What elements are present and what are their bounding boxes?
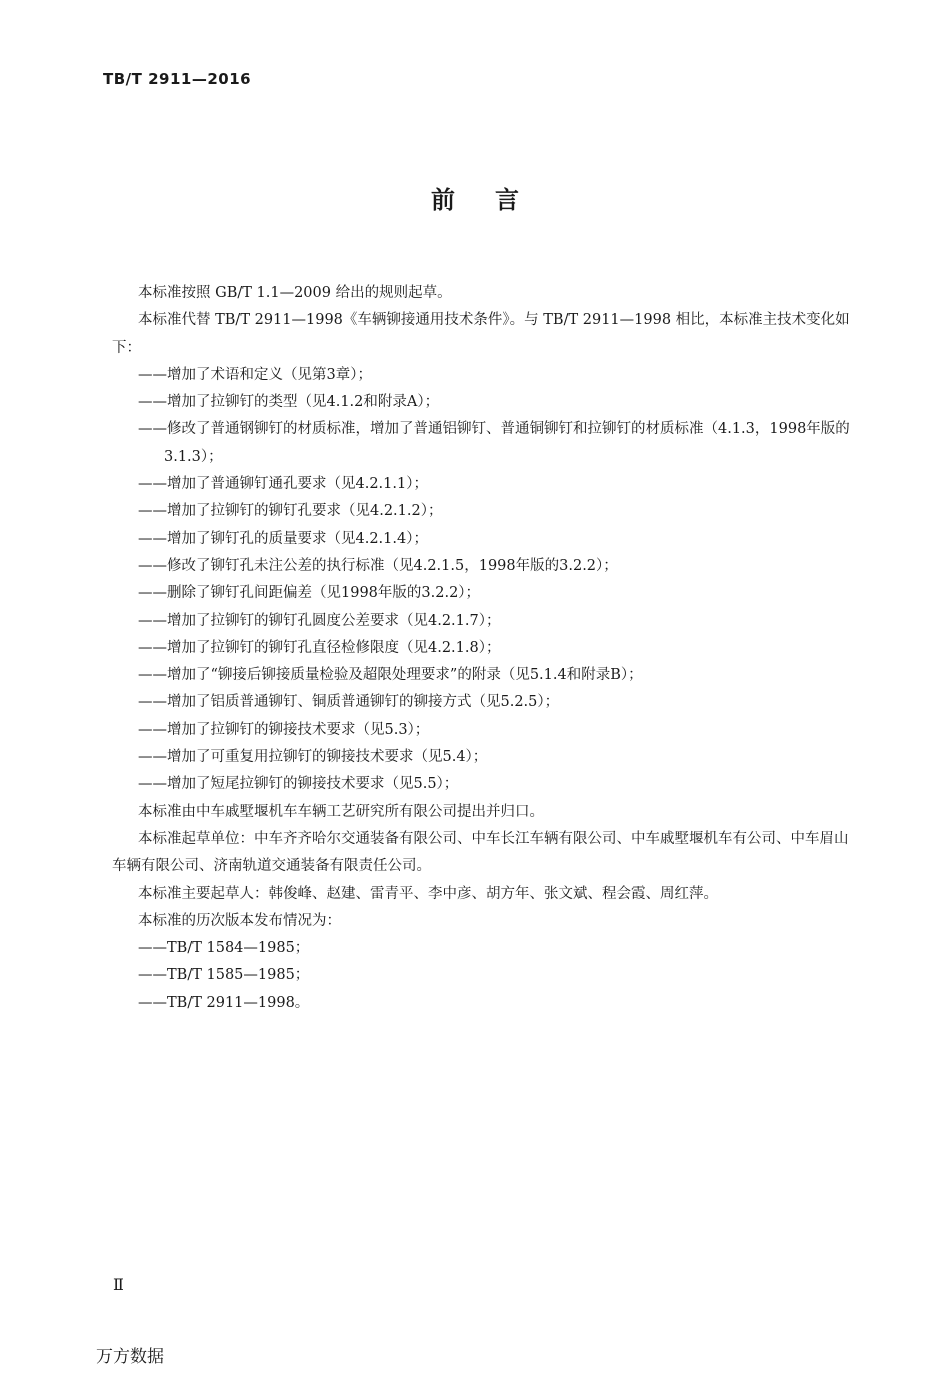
history-item: ——TB/T 2911—1998。 [138,994,310,1011]
list-item: ——增加了铆钉孔的质量要求（见4.2.1.4）； [138,530,428,547]
page-number: Ⅱ [113,1275,124,1294]
list-item: ——增加了拉铆钉的铆钉孔直径检修限度（见4.2.1.8）； [138,639,501,656]
standard-code-header: TB/T 2911—2016 [103,70,252,88]
list-item: ——增加了拉铆钉的铆钉孔圆度公差要求（见4.2.1.7）； [138,612,501,629]
list-item: ——删除了铆钉孔间距偏差（见1998年版的3.2.2）； [138,585,481,602]
list-item: ——增加了可重复用拉铆钉的铆接技术要求（见5.4）； [138,749,488,766]
list-item: ——增加了短尾拉铆钉的铆接技术要求（见5.5）； [138,776,459,793]
page-title: 前言 [431,186,559,214]
paragraph-drafting-units: 本标准起草单位：中车齐齐哈尔交通装备有限公司、中车长江车辆有限公司、中车戚墅堰机车有公司、中车眉山车辆有限公司、济南轨道交通装备有限责任公司。 [112,830,849,875]
list-item: ——修改了普通钢铆钉的材质标准，增加了普通铝铆钉、普通铜铆钉和拉铆钉的材质标准（4.1.3，1998年版的3.1.3）； [138,421,850,465]
list-item: ——增加了术语和定义（见第3章）； [138,366,372,383]
paragraph-drafters: 本标准主要起草人：韩俊峰、赵建、雷青平、李中彦、胡方年、张文斌、程会霞、周红萍。 [138,885,718,902]
list-item: ——修改了铆钉孔未注公差的执行标准（见4.2.1.5，1998年版的3.2.2）； [138,557,618,574]
paragraph-history-intro: 本标准的历次版本发布情况为： [138,912,341,929]
list-item: ——增加了拉铆钉的铆接技术要求（见5.3）； [138,721,430,738]
list-item: ——增加了“铆接后铆接质量检验及超限处理要求”的附录（见5.1.4和附录B）； [138,667,643,684]
list-item: ——增加了铝质普通铆钉、铜质普通铆钉的铆接方式（见5.2.5）； [138,694,560,711]
list-item: ——增加了普通铆钉通孔要求（见4.2.1.1）； [138,476,428,493]
list-item: ——增加了拉铆钉的铆钉孔要求（见4.2.1.2）； [138,503,443,520]
foreword-body [112,280,860,1017]
history-item: ——TB/T 1585—1985； [138,967,310,984]
history-item: ——TB/T 1584—1985； [138,940,310,957]
footer-watermark: 万方数据 [96,1347,164,1367]
paragraph-drafting-rules: 本标准按照 GB/T 1.1—2009 给出的规则起草。 [138,285,452,301]
list-item: ——增加了拉铆钉的类型（见4.1.2和附录A）； [138,394,440,411]
paragraph-proposer: 本标准由中车戚墅堰机车车辆工艺研究所有限公司提出并归口。 [138,803,544,820]
paragraph-replacement: 本标准代替 TB/T 2911—1998《车辆铆接通用技术条件》。与 TB/T 2911—1998 相比，本标准主技术变化如下： [112,312,850,356]
